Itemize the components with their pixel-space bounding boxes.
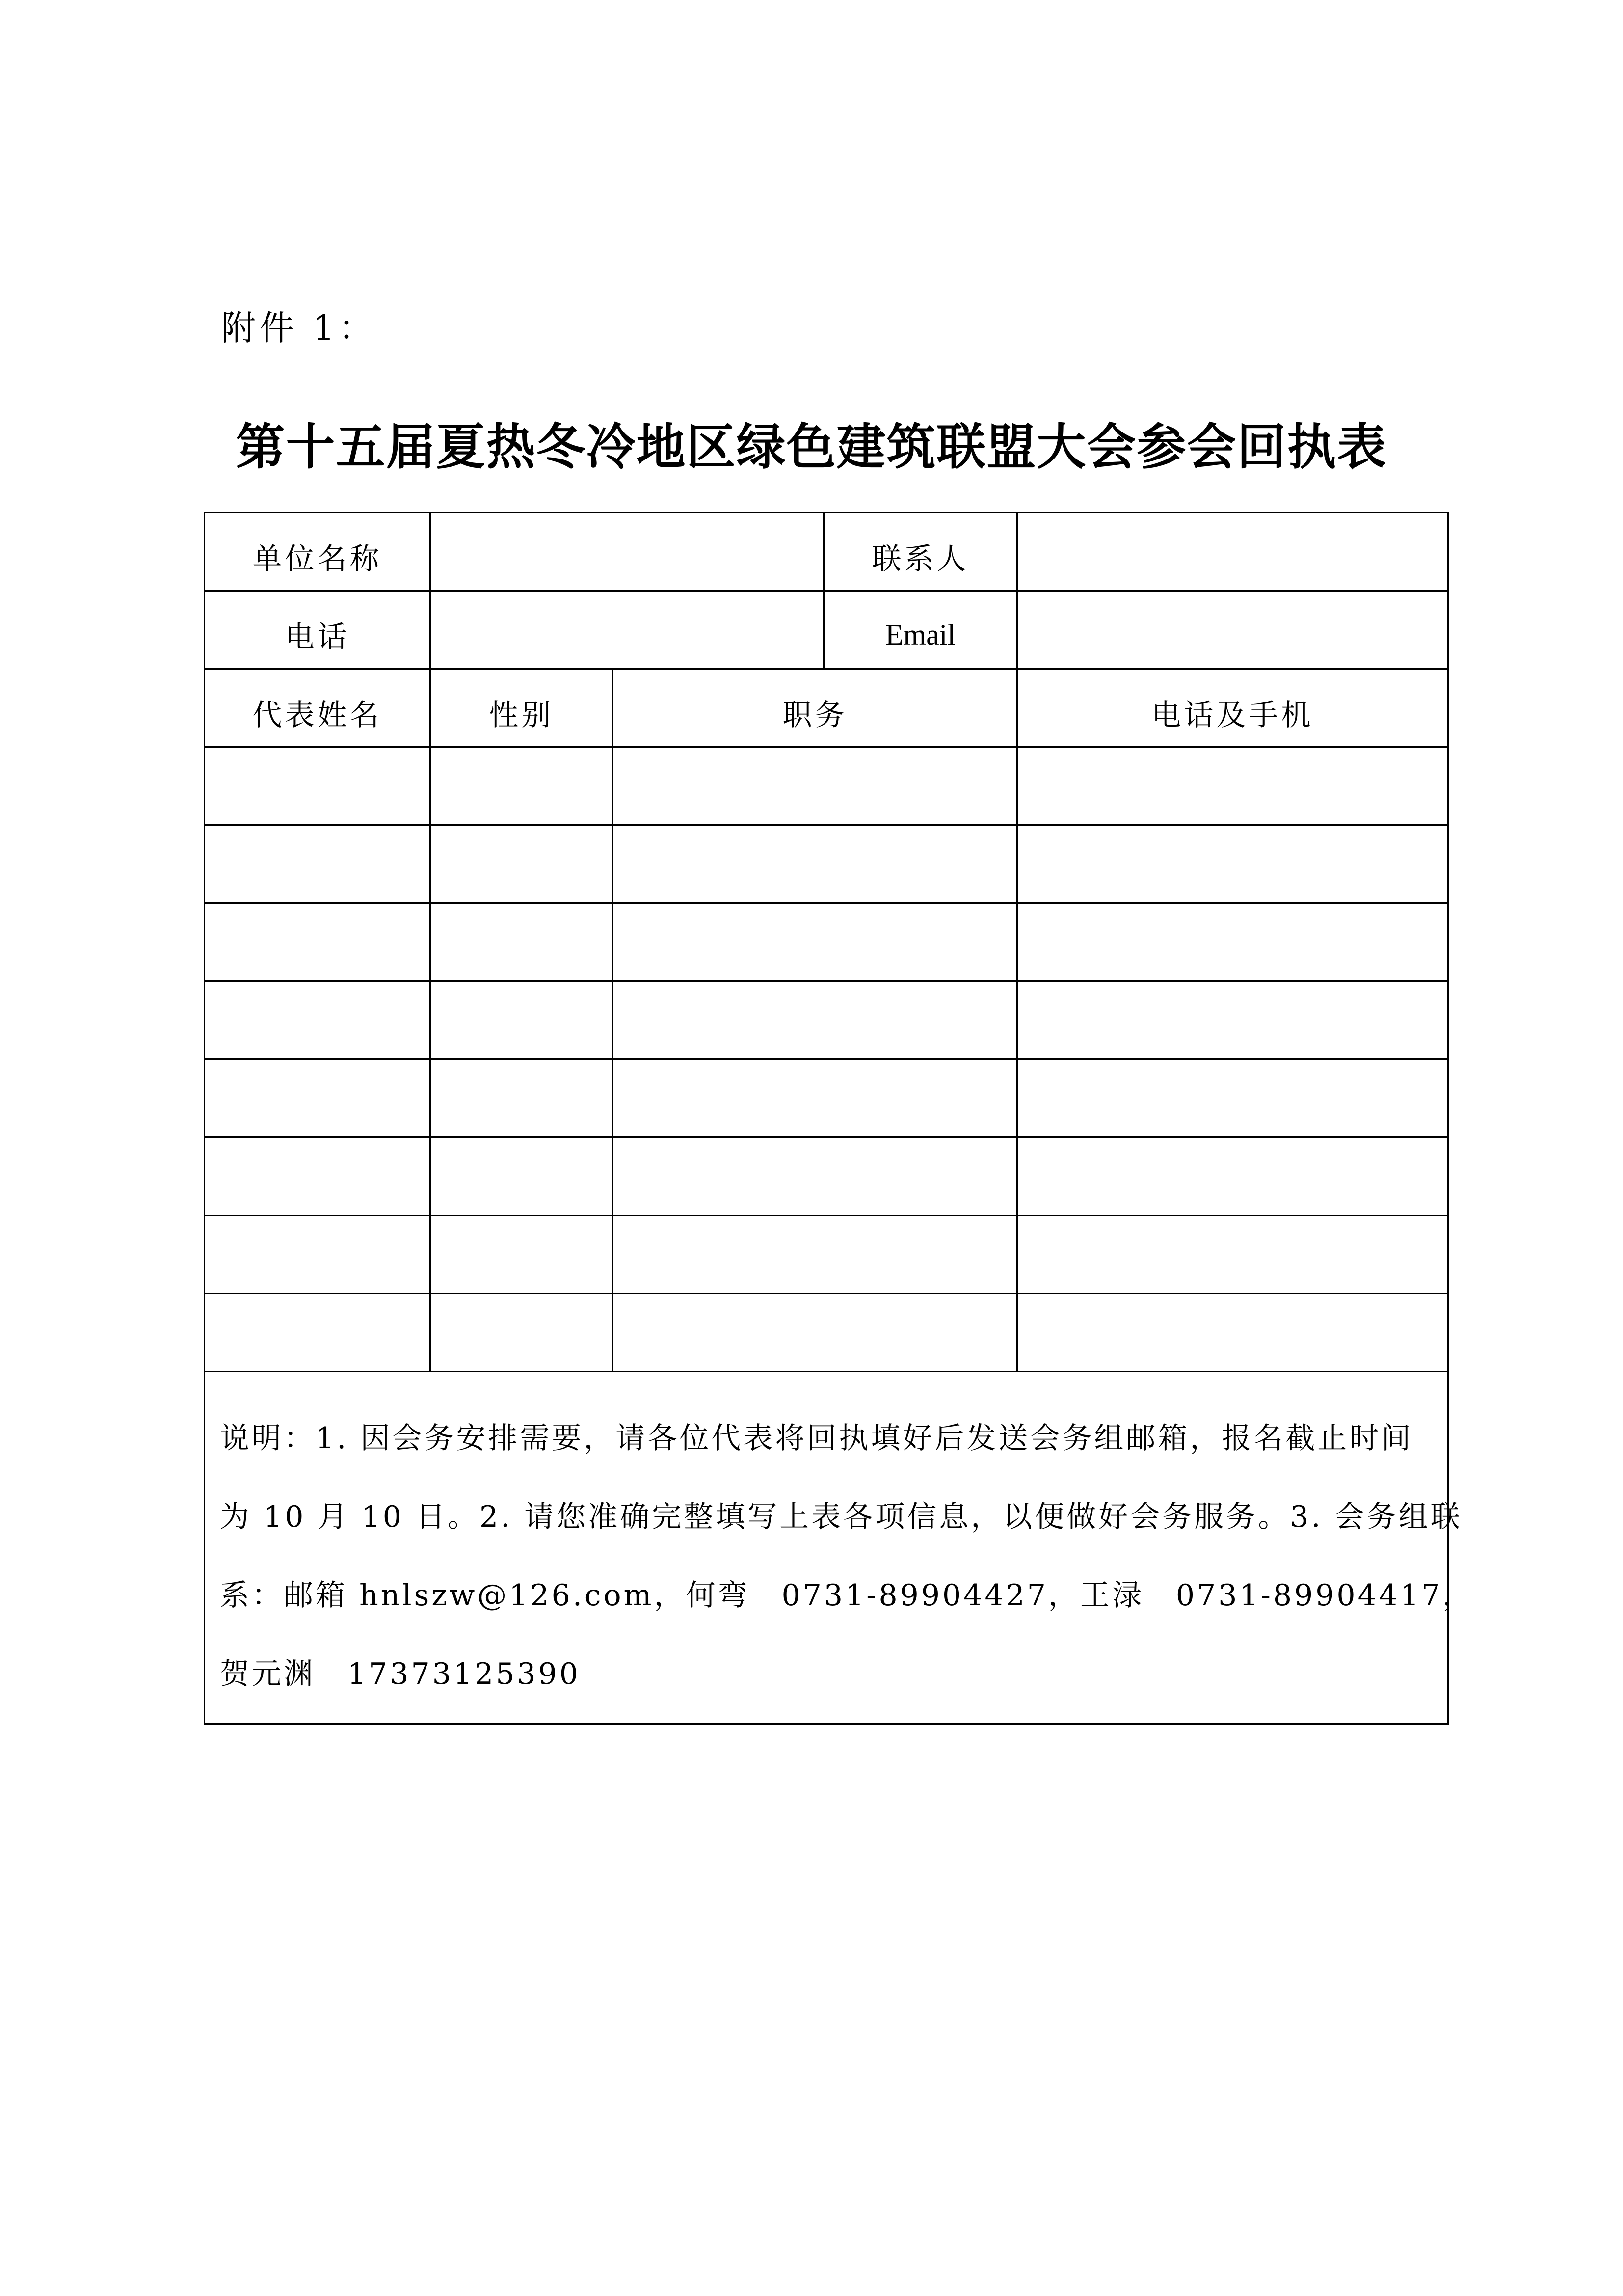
position-cell[interactable] <box>613 1059 1017 1137</box>
header-gender: 性别 <box>430 669 613 747</box>
phone-cell[interactable] <box>1017 1059 1448 1137</box>
phone-cell[interactable] <box>1017 981 1448 1059</box>
phone-cell[interactable] <box>1017 1216 1448 1294</box>
position-cell[interactable] <box>613 1294 1017 1372</box>
name-cell[interactable] <box>205 747 430 825</box>
table-row <box>205 1059 1448 1137</box>
unit-name-label: 单位名称 <box>205 513 430 591</box>
table-row <box>205 903 1448 981</box>
name-cell[interactable] <box>205 1294 430 1372</box>
gender-cell[interactable] <box>430 981 613 1059</box>
notes-line: 贺元渊 17373125390 <box>220 1657 581 1691</box>
position-cell[interactable] <box>613 1216 1017 1294</box>
registration-form-table <box>204 512 1475 1725</box>
name-cell[interactable] <box>205 903 430 981</box>
phone-field[interactable] <box>430 591 824 669</box>
attachment-label: 附件 1： <box>221 308 377 348</box>
phone-cell[interactable] <box>1017 1294 1448 1372</box>
header-phone: 电话及手机 <box>1017 669 1448 747</box>
contact-label: 联系人 <box>824 513 1017 591</box>
gender-cell[interactable] <box>430 1137 613 1216</box>
position-cell[interactable] <box>613 981 1017 1059</box>
gender-cell[interactable] <box>430 825 613 903</box>
name-cell[interactable] <box>205 1137 430 1216</box>
phone-cell[interactable] <box>1017 747 1448 825</box>
position-cell[interactable] <box>613 1137 1017 1216</box>
email-field[interactable] <box>1017 591 1448 669</box>
position-cell[interactable] <box>613 903 1017 981</box>
gender-cell[interactable] <box>430 747 613 825</box>
phone-label: 电话 <box>205 591 430 669</box>
table-row <box>205 1137 1448 1216</box>
phone-cell[interactable] <box>1017 1137 1448 1216</box>
phone-row <box>205 591 1448 669</box>
table-row <box>205 747 1448 825</box>
header-name: 代表姓名 <box>205 669 430 747</box>
gender-cell[interactable] <box>430 903 613 981</box>
notes-line: 为 10 月 10 日。2. 请您准确完整填写上表各项信息，以便做好会务服务。3. 会务组联 <box>220 1500 1463 1534</box>
table-row <box>205 1216 1448 1294</box>
name-cell[interactable] <box>205 981 430 1059</box>
header-row <box>205 669 1448 747</box>
page-title: 第十五届夏热冬冷地区绿色建筑联盟大会参会回执表 <box>236 418 1387 476</box>
gender-cell[interactable] <box>430 1059 613 1137</box>
email-label: Email <box>824 591 1017 669</box>
phone-cell[interactable] <box>1017 825 1448 903</box>
unit-row <box>205 513 1448 591</box>
unit-name-field[interactable] <box>430 513 824 591</box>
notes-row <box>205 1372 1448 1724</box>
table-row <box>205 981 1448 1059</box>
table-row <box>205 825 1448 903</box>
position-cell[interactable] <box>613 747 1017 825</box>
gender-cell[interactable] <box>430 1294 613 1372</box>
notes-cell <box>205 1372 1475 1724</box>
notes-line: 说明：1. 因会务安排需要，请各位代表将回执填好后发送会务组邮箱，报名截止时间 <box>220 1421 1413 1456</box>
name-cell[interactable] <box>205 1059 430 1137</box>
position-cell[interactable] <box>613 825 1017 903</box>
phone-cell[interactable] <box>1017 903 1448 981</box>
name-cell[interactable] <box>205 1216 430 1294</box>
gender-cell[interactable] <box>430 1216 613 1294</box>
contact-field[interactable] <box>1017 513 1448 591</box>
name-cell[interactable] <box>205 825 430 903</box>
notes-line: 系：邮箱 hnlszw@126.com，何弯 0731-89904427，王渌 0731-89904417， <box>220 1578 1475 1613</box>
header-position: 职务 <box>613 669 1017 747</box>
table-row <box>205 1294 1448 1372</box>
